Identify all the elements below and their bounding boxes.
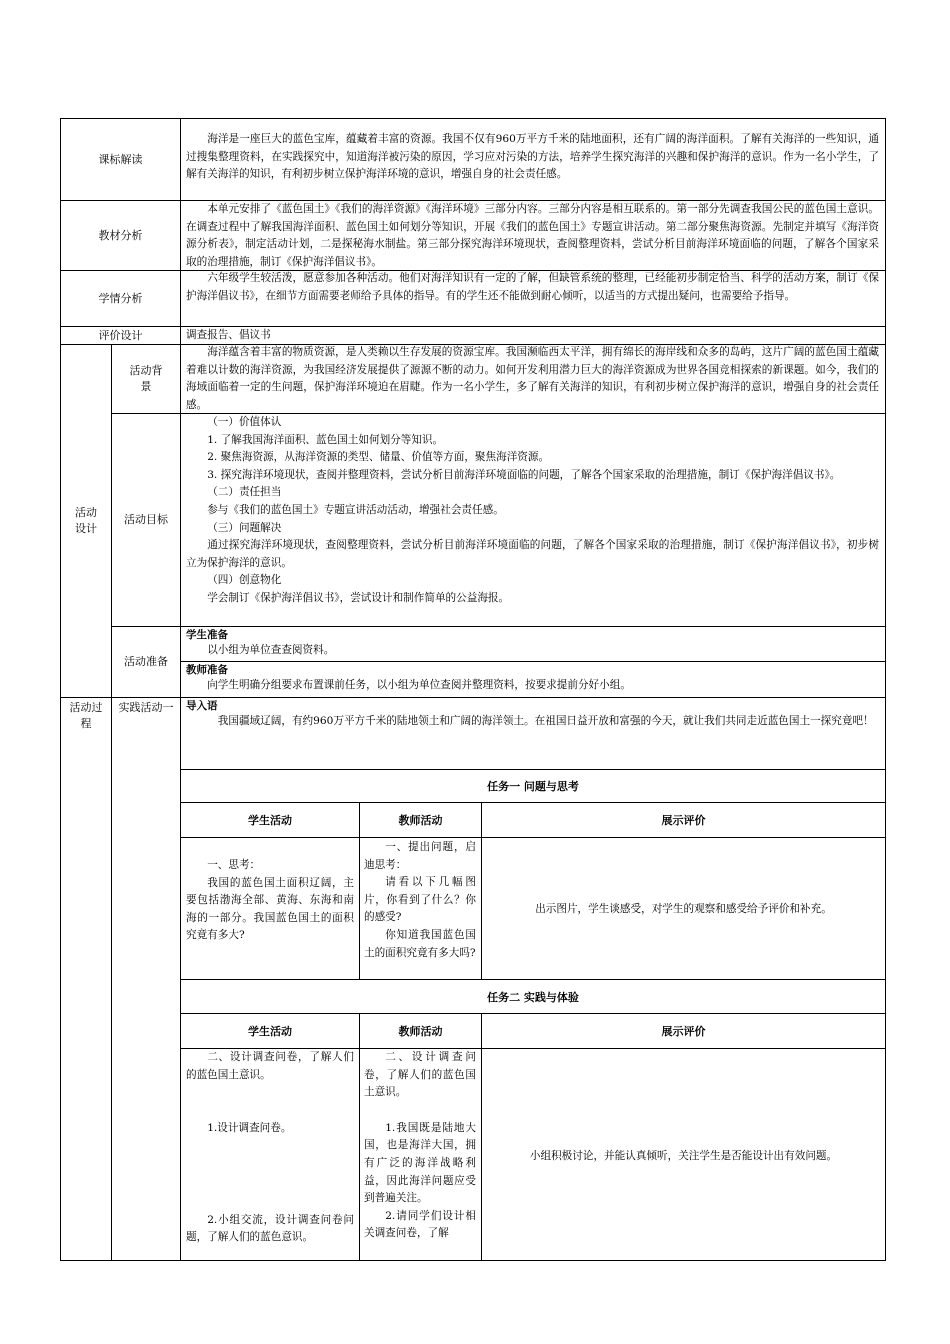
task2-student-p1: 二、设计调查问卷，了解人们的蓝色国土意识。 [186, 1051, 354, 1081]
goals-item-1: 1. 了解我国海洋面积、蓝色国土如何划分等知识。 [207, 433, 444, 446]
task2-title: 任务二 实践与体验 [487, 990, 579, 1004]
task2-student-p2: 1.设计调查问卷。 [207, 1122, 292, 1135]
task1-teacher-p3: 你知道我国蓝色国土的面积究竟有多大吗? [364, 928, 476, 959]
background-label [112, 345, 180, 413]
standards-text: 海洋是一座巨大的蓝色宝库，蕴藏着丰富的资源。我国不仅有960万平方千米的陆地面积，还有广阔的海洋面积。了解有关海洋的一些知识，通过搜集整理资料，在实践探究中，知道海洋被污染的原因，学习应对污染的方法，培养学生探究海洋的兴趣和保护海洋的意识。作为一名小学生，了解有关海洋的知识，有利初步树立保护海洋环境的意识，增强自身的社会责任感。 [186, 133, 879, 181]
intro [186, 699, 879, 731]
material-text: 本单元安排了《蓝色国土》《我们的海洋资源》《海洋环境》三部分内容。三部分内容是相互联系的。第一部分先调查我国公民的蓝色国土意识。在调查过程中了解我国海洋面积、蓝色国土如何划分等知识，开展《我们的蓝色国土》专题宣讲活动。第二部分聚焦海资源。先制定并填写《海洋资源分析表》，制定活动计划，二是探秘海水制盐。第三部分探究海洋环境现状，查阅整理资料，尝试分析目前海洋环境面临的问题，了解各个国家采取的治理措施，制订《保护海洋倡议书》。 [186, 203, 879, 268]
task2-col-eval: 展示评价 [661, 1025, 706, 1038]
prep-label: 活动准备 [124, 655, 168, 668]
task2-eval-cell [482, 1049, 885, 1261]
goals-heading-4: （四）创意物化 [207, 574, 282, 587]
process-label [61, 698, 111, 738]
task2-teacher [364, 1049, 476, 1243]
task2-teacher-p2: 1.我国既是陆地大国，也是海洋大国，拥有广泛的海洋战略利益，因此海洋问题应受到普遍关注。 [364, 1121, 476, 1205]
standards-label: 课标解读 [98, 152, 143, 166]
task1-eval-cell [482, 838, 885, 979]
activity-design-label [61, 345, 111, 697]
intro-title: 导入语 [186, 700, 218, 712]
goals-item-6: 学会制订《保护海洋倡议书》，尝试设计和制作简单的公益海报。 [207, 591, 510, 604]
prep-student-title: 学生准备 [186, 629, 228, 641]
activity-design-label-text: 活动设计 [75, 506, 97, 535]
task2-col-student: 学生活动 [248, 1025, 292, 1038]
task1-teacher-p2: 请看以下几幅图片，你看到了什么？你的感受? [364, 876, 476, 924]
goals-text [186, 414, 879, 608]
prep-teacher [186, 663, 879, 695]
intro-text: 我国疆域辽阔，有约960万平方千米的陆地领土和广阔的海洋领土。在祖国日益开放和富强的今天，就让我们共同走近蓝色国土一探究竟吧！ [217, 715, 874, 727]
goals-heading-2: （二）责任担当 [207, 486, 282, 499]
task2-eval: 小组积极讨论，并能认真倾听，关注学生是否能设计出有效问题。 [529, 1149, 838, 1162]
task1-student-p1: 一、思考： [207, 859, 261, 871]
background-label-text: 活动背景 [129, 364, 163, 393]
prep-student [186, 628, 879, 660]
task1-title: 任务一 问题与思考 [487, 780, 579, 793]
evaluation-text: 调查报告、倡议书 [186, 329, 271, 341]
learners-text: 六年级学生较活泼，愿意参加各种活动。他们对海洋知识有一定的了解，但缺管系统的整理，已经能初步制定恰当、科学的活动方案，制订《保护海洋倡议书》，在细节方面需要老师给予具体的指导。有的学生还不能做到耐心倾听，以适当的方式提出疑问，也需要给予指导。 [186, 272, 879, 302]
goals-item-2: 2. 聚焦海资源，从海洋资源的类型、储量、价值等方面，聚焦海洋资源。 [207, 451, 550, 464]
prep-teacher-title: 教师准备 [186, 664, 228, 676]
practice-label [112, 698, 180, 738]
goals-item-3: 3. 探究海洋环境现状，查阅并整理资料，尝试分析目前海洋环境面临的问题，了解各个国家采取的治理措施，制订《保护海洋倡议书》。 [207, 468, 841, 481]
learners-label: 学情分析 [98, 291, 143, 305]
prep-student-text: 以小组为单位查查阅资料。 [207, 644, 335, 656]
task2-teacher-p3: 2.请同学们设计相关调查问卷，了解 [364, 1209, 476, 1240]
goals-label: 活动目标 [124, 513, 168, 526]
practice-label-text: 实践活动一 [118, 701, 174, 714]
task1-col-eval: 展示评价 [661, 814, 706, 827]
task1-teacher [364, 839, 476, 962]
material-label: 教材分析 [98, 228, 143, 242]
task1-eval: 出示图片，学生谈感受，对学生的观察和感受给予评价和补充。 [535, 903, 832, 915]
task1-student-p2: 我国的蓝色国土面积辽阔，主要包括渤海全部、黄海、东海和南海的一部分。我国蓝色国土的面积究竟有多大? [186, 876, 354, 942]
goals-heading-3: （三）问题解决 [207, 521, 282, 534]
task2-col-teacher: 教师活动 [398, 1025, 443, 1038]
task1-col-student: 学生活动 [248, 814, 292, 827]
process-label-text: 活动过程 [69, 701, 103, 730]
evaluation-label: 评价设计 [98, 328, 143, 342]
goals-heading-1: （一）价值体认 [207, 416, 282, 428]
task2-student-p3: 2.小组交流，设计调查问卷问题，了解人们的蓝色意识。 [186, 1213, 354, 1244]
task2-student [186, 1049, 354, 1247]
goals-item-4: 参与《我们的蓝色国土》专题宣讲活动活动，增强社会责任感。 [207, 503, 504, 516]
goals-item-5: 通过探究海洋环境现状，查阅整理资料，尝试分析目前海洋环境面临的问题，了解各个国家采取的治理措施，制订《保护海洋倡议书》，初步树立为保护海洋的意识。 [186, 539, 879, 569]
task1-teacher-p1: 一、提出问题，启迪思考： [364, 841, 476, 871]
task2-teacher-p1: 二、设计调查问卷，了解人们的蓝色国土意识。 [364, 1051, 476, 1099]
prep-teacher-text: 向学生明确分组要求布置课前任务，以小组为单位查阅并整理资料，按要求提前分好小组。 [207, 679, 631, 691]
task1-student [186, 857, 354, 945]
task1-col-teacher: 教师活动 [398, 814, 443, 827]
background-text: 海洋蕴含着丰富的物质资源，是人类赖以生存发展的资源宝库。我国濒临西太平洋，拥有绵长的海岸线和众多的岛屿，这片广阔的蓝色国土蕴藏着难以计数的海洋资源，为我国经济发展提供了源源不断的动力。如何开发利用潜力巨大的海洋资源成为世界各国竞相探索的新课题。如今，我们的海域面临着一定的生问题，保护海洋环境迫在眉睫。作为一名小学生，多了解有关海洋的知识，有利初步树立保护海洋的意识，增强自身的社会责任感。 [186, 346, 879, 411]
